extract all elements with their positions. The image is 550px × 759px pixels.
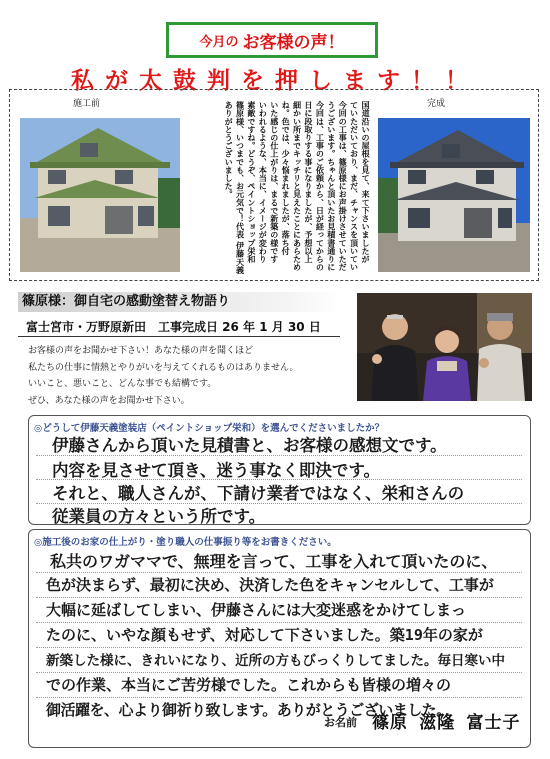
- vertical-message: [186, 101, 371, 279]
- question2-answer-line: 大幅に延ばしてしまい、伊藤さんには大変迷惑をかけてしまっ: [46, 601, 467, 619]
- vertical-line: 国道沿いの屋根を見て、来て下さいましたが: [361, 101, 371, 263]
- vertical-line: 日に段取りする事になりましたが、予想以上: [303, 101, 314, 263]
- vertical-line: いた感じの仕上がりは、まるで新築の様です: [269, 101, 280, 263]
- question2-answer-line: たのに、いやな顔もせず、対応して下さいました。築19年の家が: [46, 626, 483, 644]
- vertical-line: 今回の工事は、篠原様にお声掛けさせていただ: [338, 101, 349, 272]
- question2-answer-line: 御活躍を、心より御祈り致します。ありがとうございました。: [46, 701, 451, 719]
- rule-line: [36, 697, 522, 698]
- signature-label: お名前: [324, 716, 357, 729]
- label-after: 完成: [427, 99, 446, 109]
- question2-answer-line: 私共のワガママで、無理を言って、工事を入れて頂いたのに、: [50, 552, 498, 571]
- intro-line: ぜひ、あなた様の声をお聞かせ下さい。: [28, 395, 190, 406]
- question1-answer-line: それと、職人さんが、下請け業者ではなく、栄和さんの: [52, 484, 465, 503]
- question2-answer-line: での作業、本当にご苦労様でした。これからも皆様の増々の: [46, 676, 452, 694]
- label-before: 施工前: [73, 99, 101, 109]
- question1-answer-line: 内容を見させて頂き、迷う事なく即決です。: [52, 461, 381, 480]
- question2-answer-line: 色が決まらず、最初に決め、決済した色をキャンセルして、工事が: [46, 576, 494, 594]
- question2-heading: ◎施工後のお家の仕上がり・塗り職人の仕事振り等をお書きください。: [34, 537, 337, 548]
- rule-line: [36, 572, 522, 573]
- page-title: お客様の声！: [242, 32, 345, 53]
- vertical-line: 素敵ですね。どうぞ、ペイントショップ栄和: [246, 101, 257, 263]
- vertical-line: 細かい所までキッチリと見えたことにあらため: [292, 101, 303, 272]
- rule-line: [36, 672, 522, 673]
- title-prefix: 今月の: [199, 34, 239, 50]
- customer-photo: [357, 293, 532, 401]
- subtitle-band: 篠原様：御自宅の感動塗替え物語り: [18, 292, 340, 312]
- question2-answer-line: 新築した様に、きれいになり、近所の方もびっくりしてました。毎日寒い中: [46, 653, 505, 669]
- vertical-line: 今回は、工事のご依頼から、日が経ってからの: [315, 101, 326, 272]
- vertical-line: いわれるような、本当に、イメージが変わり: [258, 101, 269, 263]
- vertical-line: 篠原様、いつまでも、お元気で！代表 伊藤天義: [235, 101, 246, 274]
- intro-line: いいこと、悪いこと、どんな事でも結構です。: [28, 379, 217, 389]
- rule-line: [36, 597, 522, 598]
- intro-line: 私たちの仕事に情熱とやりがいを与えてくれるものはありません。: [28, 362, 299, 373]
- rule-line: [36, 647, 522, 648]
- intro-line: お客様の声をお聞かせ下さい！あなた様の声を聞くほど: [28, 346, 254, 356]
- rule-line: [36, 622, 522, 623]
- vertical-line: ていただいており、まだ、チャンスを頂いてい: [349, 101, 360, 272]
- after-photo: [378, 118, 530, 272]
- vertical-line: うございます。ちゃんと頂いたお見積書通りに: [326, 101, 337, 272]
- question1-answer-line: 伊藤さんから頂いた見積書と、お客様の感想文です。: [52, 436, 447, 455]
- question1-heading: ◎どうして伊藤天義塗装店（ペイントショップ栄和）を選んでくださいましたか？: [34, 423, 385, 434]
- title-box: [166, 22, 378, 58]
- signature-value: 篠原 滋隆 富士子: [372, 713, 521, 733]
- before-photo: [20, 118, 180, 272]
- vertical-line: ありがとうございました。: [224, 101, 235, 199]
- vertical-line: ね。色では、少々悩まれましたが、落ち付: [281, 101, 292, 255]
- headline: 私が太鼓判を押します！！: [71, 67, 479, 94]
- question1-answer-line: 従業員の方々という所です。: [52, 507, 266, 526]
- intro-text: [28, 343, 348, 409]
- location-line: 富士宮市・万野原新田 工事完成日 26 年 1 月 30 日: [18, 317, 340, 337]
